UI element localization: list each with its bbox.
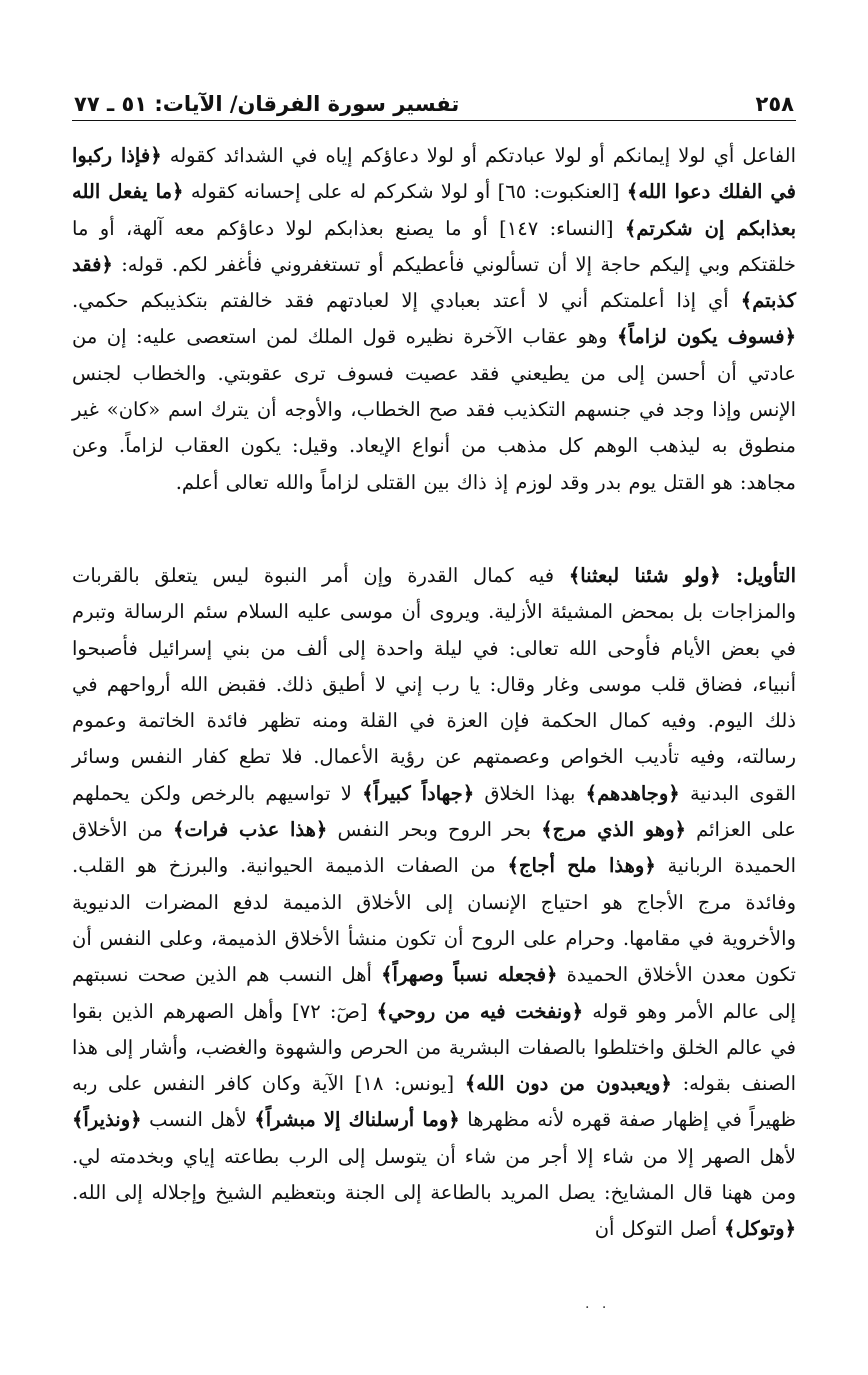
quran-quote: ﴿جهاداً كبيراً﴾ bbox=[362, 781, 475, 805]
tafsir-text: [النساء: ١٤٧] أو ما يصنع بعذابكم لولا دعاؤكم معه آلهة، أو ما خلقتكم وبي إليكم حاجة إلا أن تسألوني فأعطيكم أو تستغفروني فأغفر لكم. قوله: bbox=[72, 216, 796, 276]
quran-quote: ﴿وجاهدهم﴾ bbox=[585, 781, 680, 805]
quran-quote: ﴿وهو الذي مرج﴾ bbox=[541, 818, 686, 842]
quran-quote: ﴿فقد كذبتم﴾ bbox=[72, 252, 796, 313]
quran-quote: ﴿ونفخت فيه من روحي﴾ bbox=[376, 999, 584, 1023]
tafsir-text: الفاعل أي لولا إيمانكم أو لولا عبادتكم أو لولا دعاؤكم إياه في الشدائد كقوله bbox=[161, 144, 796, 167]
quran-quote: ﴿ويعبدون من دون الله﴾ bbox=[464, 1072, 672, 1096]
running-title: تفسير سورة الفرقان/ الآيات: ٥١ ـ ٧٧ bbox=[74, 92, 460, 116]
book-page bbox=[72, 0, 796, 1375]
tawil-text: [صٓ: ٧٢] وأهل الصهرهم الذين بقوا في عالم الخلق واختلطوا بالصفات البشرية من الحرص والشهوة والغضب، وأشار إلى هذا الصنف بقوله: bbox=[72, 999, 796, 1096]
quran-quote: ﴿ولو شئنا لبعثنا﴾ bbox=[568, 564, 721, 587]
tafsir-text: وهو عقاب الآخرة نظيره قول الملك لمن استعصى عليه: إن من عادتي أن أحسن إلى من يطيعني فقد عصيت فسوف ترى عقوبتي. والخطاب لجنس الإنس وإذا وجد في جنسهم التكذيب فقد صح الخطاب، والأوجه أن يترك اسم «كان» غير منطوق به ليذهب الوهم كل مذهب من أنواع الإيعاد. وقيل: يكون العقاب لزاماً. وعن مجاهد: هو القتل يوم بدر وقد لوزم إذ ذاك بين القتلى لزاماً والله تعالى أعلم. bbox=[72, 325, 796, 494]
tawil-paragraph bbox=[72, 558, 796, 1248]
quran-quote: ﴿فسوف يكون لزاماً﴾ bbox=[616, 325, 797, 349]
print-mark: . . bbox=[585, 1296, 611, 1312]
tafsir-section bbox=[72, 138, 796, 501]
tawil-text: [يونس: ١٨] الآية وكان كافر النفس على ربه ظهيراً في إظهار صفة قهره لأنه مظهرها bbox=[72, 1072, 796, 1132]
tafsir-paragraph bbox=[72, 138, 796, 501]
tawil-text: لا تواسيهم بالرخص ولكن يحملهم على العزائم bbox=[72, 781, 796, 842]
tawil-text: من الأخلاق الحميدة الربانية bbox=[72, 818, 796, 878]
tafsir-text: أي إذا أعلمتكم أني لا أعتد بعبادي إلا لعبادتهم فقد خالفتم بتكذيبكم حكمي. bbox=[72, 289, 741, 313]
quran-quote: ﴿ما يفعل الله بعذابكم إن شكرتم﴾ bbox=[72, 180, 796, 240]
quran-quote: ﴿وتوكل﴾ bbox=[724, 1217, 796, 1241]
tawil-text: بحر الروح وبحر النفس bbox=[327, 818, 542, 842]
tawil-section bbox=[72, 558, 796, 1248]
quran-quote: ﴿فإذا ركبوا في الفلك دعوا الله﴾ bbox=[72, 144, 796, 204]
tawil-text: من الصفات الذميمة الحيوانية. والبرزخ هو القلب. وفائدة مرج الأجاج هو احتياج الإنسان إلى الأخلاق الذميمة لدفع المضرات الدنيوية والأخروية في مقامها. وحرام على الروح أن تكون منشأ الأخلاق الذميمة، وعلى النفس أن تكون معدن الأخلاق الحميدة bbox=[72, 854, 796, 987]
quran-quote: ﴿وهذا ملح أجاج﴾ bbox=[507, 854, 656, 878]
quran-quote: ﴿هذا عذب فرات﴾ bbox=[172, 818, 328, 842]
tawil-text: فيه كمال القدرة وإن أمر النبوة ليس يتعلق بالقربات والمزاجات بل بمحض المشيئة الأزلية. ويروى أن موسى عليه السلام سئم الرسالة وتبرم في بعض الأيام فأوحى الله تعالى: في ليلة واحدة إلى ألف من بني إسرائيل فأصبحوا أنبياء، فضاق قلب موسى وغار وقال: يا رب إني لا أطيق ذلك. فقبض الله أرواحهم في ذلك اليوم. وفيه كمال الحكمة فإن العزة في القلة ومنه تظهر فائدة الخاتمة وعموم رسالته، وفيه تأديب الخواص وعصمتهم عن رؤية الأعمال. فلا تطع كفار النفس وسائر القوى البدنية bbox=[72, 564, 796, 805]
tawil-text: أصل التوكل أن bbox=[594, 1217, 725, 1241]
tawil-text: لأهل النسب bbox=[141, 1108, 255, 1132]
tawil-text: أهل النسب هم الذين صحت نسبتهم إلى عالم الأمر وهو قوله bbox=[72, 963, 796, 1023]
quran-quote: ﴿ونذيراً﴾ bbox=[72, 1108, 142, 1132]
tawil-text: بهذا الخلاق bbox=[474, 781, 586, 805]
quran-quote: ﴿وما أرسلناك إلا مبشراً﴾ bbox=[254, 1108, 460, 1132]
page-header bbox=[72, 88, 796, 121]
page-number: ٢٥٨ bbox=[755, 92, 794, 116]
section-heading: التأويل: bbox=[720, 564, 796, 587]
tawil-text: لأهل الصهر إلا من شاء إلا أجر من شاء أن يتوسل إلى الرب بطاعته إياي وبخدمته لي. ومن ههنا قال المشايخ: يصل المريد بالطاعة إلى الجنة وبتعظيم الشيخ وإجلاله إلى الله. bbox=[72, 1144, 796, 1205]
tafsir-text: [العنكبوت: ٦٥] أو لولا شكركم له على إحسانه كقوله bbox=[183, 180, 627, 204]
quran-quote: ﴿فجعله نسباً وصهراً﴾ bbox=[381, 963, 558, 987]
